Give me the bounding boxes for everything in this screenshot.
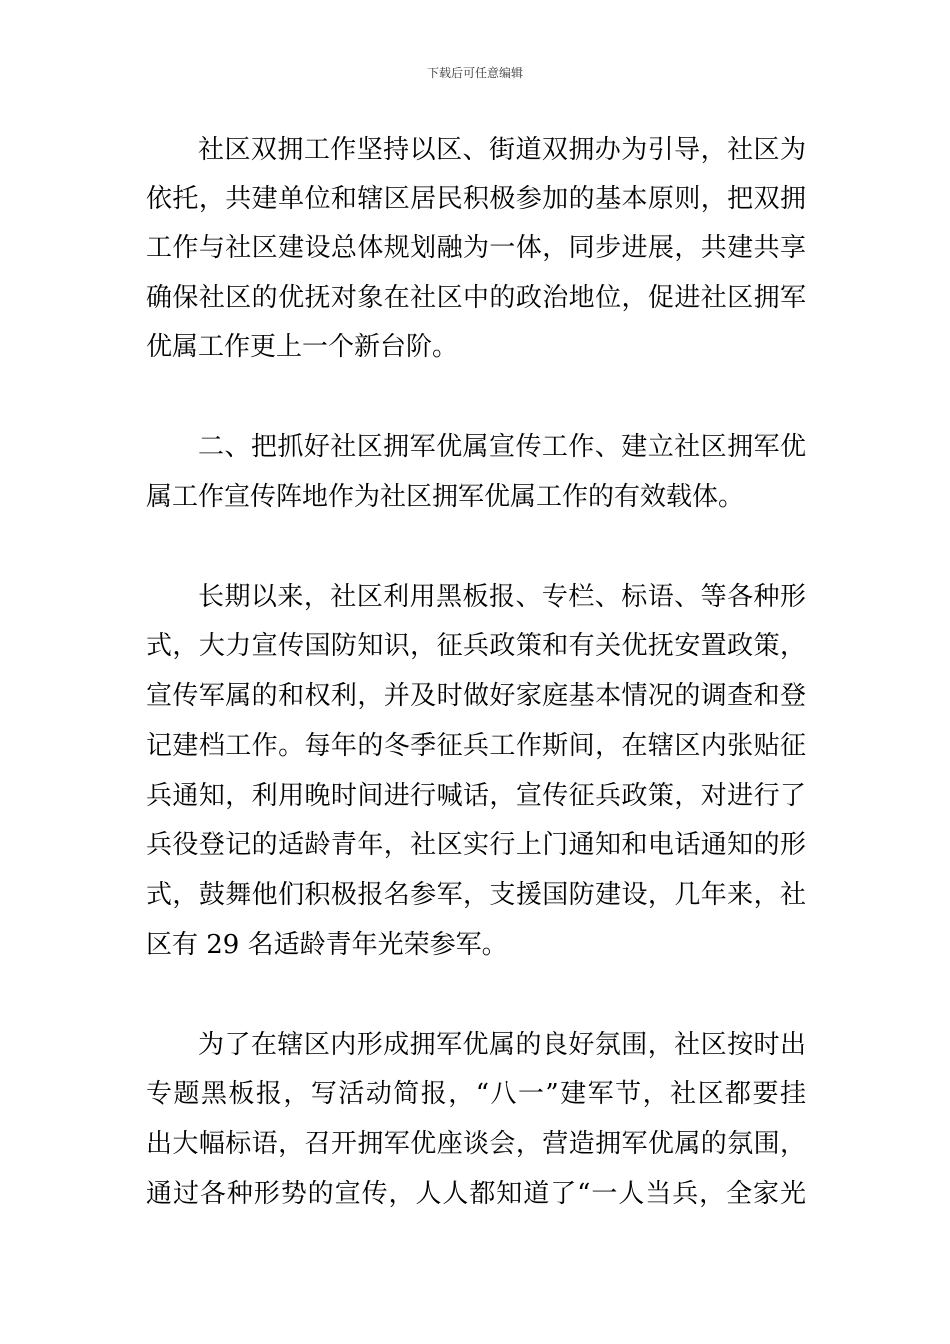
text-line: 式，鼓舞他们积极报名参军，支援国防建设，几年来，社 <box>146 880 806 910</box>
text-line: 二、把抓好社区拥军优属宣传工作、建立社区拥军优 <box>198 432 806 462</box>
text-line: 优属工作更上一个新台阶。 <box>146 332 459 362</box>
text-line: 式，大力宣传国防知识，征兵政策和有关优抚安置政策， <box>146 631 806 661</box>
text-line: 区有 29 名适龄青年光荣参军。 <box>146 930 508 960</box>
text-line: 通过各种形势的宣传，人人都知道了“一人当兵，全家光 <box>146 1179 806 1209</box>
text-line: 兵通知，利用晚时间进行喊话，宣传征兵政策，对进行了 <box>146 781 806 811</box>
text-line: 确保社区的优抚对象在社区中的政治地位，促进社区拥军 <box>146 283 806 313</box>
text-line: 兵役登记的适龄青年，社区实行上门通知和电话通知的形 <box>146 830 806 860</box>
text-line: 属工作宣传阵地作为社区拥军优属工作的有效载体。 <box>146 482 745 512</box>
text-line: 工作与社区建设总体规划融为一体，同步进展，共建共享 <box>146 233 806 263</box>
text-line: 长期以来，社区利用黑板报、专栏、标语、等各种形 <box>198 582 806 612</box>
text-line: 出大幅标语，召开拥军优座谈会，营造拥军优属的氛围， <box>146 1129 806 1159</box>
page-header: 下载后可任意编辑 <box>426 66 523 80</box>
text-line: 社区双拥工作坚持以区、街道双拥办为引导，社区为 <box>198 135 806 165</box>
text-line: 宣传军属的和权利，并及时做好家庭基本情况的调查和登 <box>146 681 806 711</box>
text-line: 专题黑板报，写活动简报，“八一”建军节，社区都要挂 <box>146 1079 806 1109</box>
text-line: 依托，共建单位和辖区居民积极参加的基本原则，把双拥 <box>146 184 806 214</box>
text-line: 为了在辖区内形成拥军优属的良好氛围，社区按时出 <box>198 1030 806 1060</box>
text-line: 记建档工作。每年的冬季征兵工作斯间，在辖区内张贴征 <box>146 731 806 761</box>
